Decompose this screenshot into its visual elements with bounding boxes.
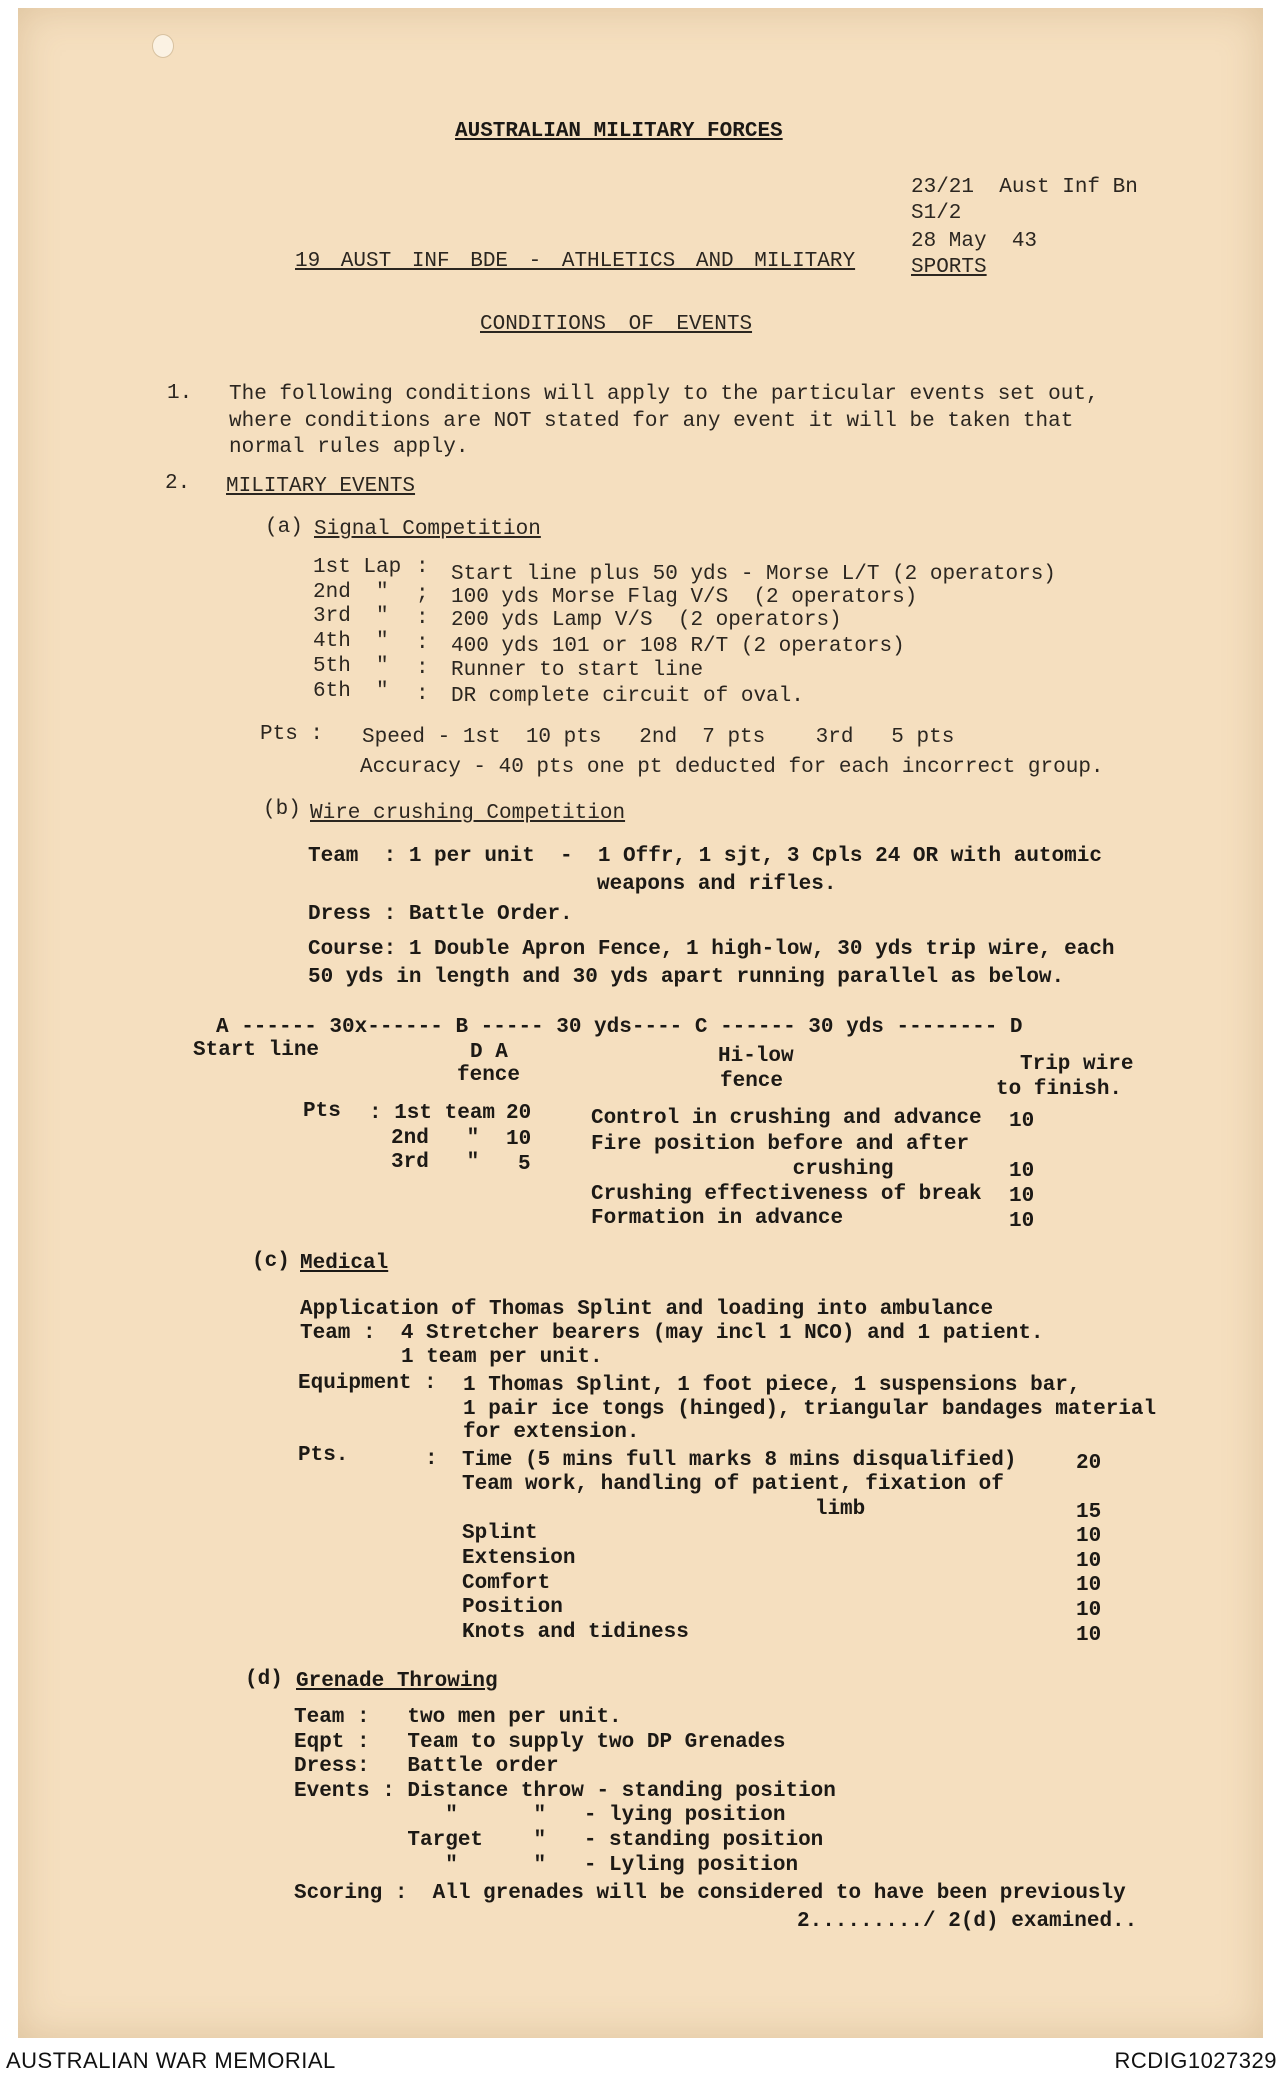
- medical-score-7-pts: 10: [1076, 1599, 1102, 1622]
- grenade-line-2: Eqpt : Team to supply two DP Grenades: [294, 1731, 786, 1754]
- medical-pts-label: Pts.: [298, 1444, 349, 1467]
- grenade-line-8: Scoring : All grenades will be considered to have been previously: [294, 1882, 1126, 1905]
- para-1-line-1: The following conditions will apply to the particular events set out,: [229, 383, 1099, 406]
- lap-4-label: 4th ": [313, 630, 389, 653]
- medical-score-3-pts: 15: [1076, 1501, 1102, 1524]
- medical-score-4: Splint: [462, 1522, 538, 1545]
- medical-team-line-2: 1 team per unit.: [401, 1346, 603, 1369]
- medical-score-7: Position: [462, 1596, 563, 1619]
- medical-score-6-pts: 10: [1076, 1574, 1102, 1597]
- para-1-number: 1.: [167, 382, 193, 405]
- course-diagram-line: A ------ 30x------ B ----- 30 yds---- C ------ 30 yds -------- D: [216, 1016, 1023, 1039]
- grenade-line-7: " " - Lyling position: [294, 1854, 799, 1877]
- medical-team-line-1: Team : 4 Stretcher bearers (may incl 1 NCO) and 1 patient.: [300, 1322, 1044, 1345]
- medical-score-1: Time (5 mins full marks 8 mins disqualified): [462, 1449, 1017, 1472]
- lap-3-sep: :: [416, 607, 429, 630]
- grenade-heading: Grenade Throwing: [296, 1670, 498, 1693]
- lap-3-desc: 200 yds Lamp V/S (2 operators): [451, 609, 842, 632]
- grenade-line-1: Team : two men per unit.: [294, 1706, 622, 1729]
- trip-wire-label-2: to finish.: [996, 1078, 1123, 1101]
- page-continuation: 2........./ 2(d) examined..: [797, 1910, 1138, 1933]
- signal-heading: Signal Competition: [314, 518, 541, 541]
- grenade-line-6: Target " - standing position: [294, 1829, 824, 1852]
- para-2-number: 2.: [165, 472, 191, 495]
- wire-place-1: : 1st team: [369, 1102, 496, 1125]
- medical-application: Application of Thomas Splint and loading into ambulance: [300, 1298, 994, 1321]
- wire-course-line-2: 50 yds in length and 30 yds apart running parallel as below.: [308, 966, 1065, 989]
- lap-1-label: 1st Lap: [313, 556, 402, 579]
- medical-heading: Medical: [300, 1252, 389, 1275]
- grenade-label: (d): [245, 1668, 283, 1691]
- wire-label: (b): [263, 798, 301, 821]
- medical-pts-sep: :: [425, 1448, 438, 1471]
- wire-criterion-3: crushing: [591, 1158, 894, 1181]
- lap-3-label: 3rd ": [313, 605, 389, 628]
- lap-5-desc: Runner to start line: [451, 659, 704, 682]
- lap-1-desc: Start line plus 50 yds - Morse L/T (2 operators): [451, 563, 1056, 586]
- wire-team-line-2: weapons and rifles.: [597, 873, 837, 896]
- para-1-line-3: normal rules apply.: [229, 436, 469, 459]
- subtitle-right: SPORTS: [911, 256, 987, 279]
- signal-label: (a): [265, 516, 303, 539]
- signal-pts-label: Pts :: [260, 723, 324, 746]
- grenade-line-5: " " - lying position: [294, 1804, 786, 1827]
- lap-2-label: 2nd ": [313, 581, 389, 604]
- lap-4-desc: 400 yds 101 or 108 R/T (2 operators): [451, 635, 905, 658]
- lap-6-sep: :: [416, 683, 429, 706]
- medical-equipment-3: for extension.: [463, 1421, 640, 1444]
- medical-score-4-pts: 10: [1076, 1525, 1102, 1548]
- medical-score-3: limb: [462, 1498, 866, 1521]
- wire-heading: Wire crushing Competition: [310, 802, 626, 825]
- start-line-label: Start line: [193, 1039, 320, 1062]
- medical-equipment-label: Equipment :: [298, 1372, 437, 1395]
- medical-score-6: Comfort: [462, 1572, 551, 1595]
- lap-1-sep: :: [416, 556, 429, 579]
- reference-line-3: 28 May 43: [911, 230, 1038, 253]
- lap-5-sep: :: [416, 657, 429, 680]
- document-title: AUSTRALIAN MILITARY FORCES: [455, 120, 783, 143]
- medical-score-2: Team work, handling of patient, fixation of: [462, 1473, 1004, 1496]
- reference-line-1: 23/21 Aust Inf Bn: [911, 176, 1138, 199]
- wire-place-1-pts: 20: [506, 1102, 532, 1125]
- wire-criterion-5-pts: 10: [1009, 1210, 1035, 1233]
- signal-accuracy: Accuracy - 40 pts one pt deducted for each incorrect group.: [360, 756, 1104, 779]
- wire-criterion-3-pts: 10: [1009, 1160, 1035, 1183]
- wire-criterion-1: Control in crushing and advance: [591, 1107, 982, 1130]
- hilow-fence-label-2: fence: [720, 1070, 784, 1093]
- wire-team-line-1: Team : 1 per unit - 1 Offr, 1 sjt, 3 Cpls 24 OR with automic: [308, 845, 1102, 868]
- wire-course-line-1: Course: 1 Double Apron Fence, 1 high-low, 30 yds trip wire, each: [308, 938, 1115, 961]
- wire-criterion-1-pts: 10: [1009, 1110, 1035, 1133]
- medical-score-8-pts: 10: [1076, 1624, 1102, 1647]
- medical-equipment-1: 1 Thomas Splint, 1 foot piece, 1 suspensions bar,: [463, 1374, 1081, 1397]
- da-fence-label-2: fence: [457, 1064, 521, 1087]
- reference-line-2: S1/2: [911, 202, 962, 225]
- archive-label: AUSTRALIAN WAR MEMORIAL: [6, 2048, 336, 2073]
- wire-place-3: 3rd ": [391, 1151, 480, 1174]
- trip-wire-label-1: Trip wire: [1020, 1053, 1134, 1076]
- wire-place-3-pts: 5: [518, 1153, 531, 1176]
- signal-speed: Speed - 1st 10 pts 2nd 7 pts 3rd 5 pts: [362, 726, 955, 749]
- medical-label: (c): [252, 1250, 290, 1273]
- lap-2-sep: ;: [416, 583, 429, 606]
- wire-criterion-2: Fire position before and after: [591, 1133, 970, 1156]
- lap-6-label: 6th ": [313, 680, 389, 703]
- medical-score-1-pts: 20: [1076, 1452, 1102, 1475]
- wire-place-2: 2nd ": [391, 1127, 480, 1150]
- lap-2-desc: 100 yds Morse Flag V/S (2 operators): [451, 586, 918, 609]
- archive-id: RCDIG1027329: [1114, 2048, 1277, 2073]
- wire-criterion-4: Crushing effectiveness of break: [591, 1183, 982, 1206]
- wire-place-2-pts: 10: [506, 1128, 532, 1151]
- grenade-line-3: Dress: Battle order: [294, 1755, 559, 1778]
- para-1-line-2: where conditions are NOT stated for any event it will be taken that: [229, 410, 1074, 433]
- wire-dress: Dress : Battle Order.: [308, 903, 573, 926]
- medical-score-5: Extension: [462, 1547, 576, 1570]
- conditions-heading: CONDITIONS OF EVENTS: [480, 313, 753, 336]
- medical-equipment-2: 1 pair ice tongs (hinged), triangular bandages material: [463, 1398, 1157, 1421]
- medical-score-8: Knots and tidiness: [462, 1621, 689, 1644]
- lap-5-label: 5th ": [313, 655, 389, 678]
- medical-score-5-pts: 10: [1076, 1550, 1102, 1573]
- wire-pts-label: Pts: [303, 1100, 341, 1123]
- subtitle-left: 19 AUST INF BDE - ATHLETICS AND MILITARY: [295, 250, 856, 273]
- military-events-heading: MILITARY EVENTS: [226, 475, 416, 498]
- wire-criterion-4-pts: 10: [1009, 1185, 1035, 1208]
- punch-hole: [152, 34, 174, 58]
- da-fence-label-1: D A: [470, 1041, 508, 1064]
- grenade-line-4: Events : Distance throw - standing position: [294, 1780, 836, 1803]
- lap-4-sep: :: [416, 632, 429, 655]
- lap-6-desc: DR complete circuit of oval.: [451, 685, 804, 708]
- wire-criterion-5: Formation in advance: [591, 1207, 844, 1230]
- hilow-fence-label-1: Hi-low: [718, 1045, 794, 1068]
